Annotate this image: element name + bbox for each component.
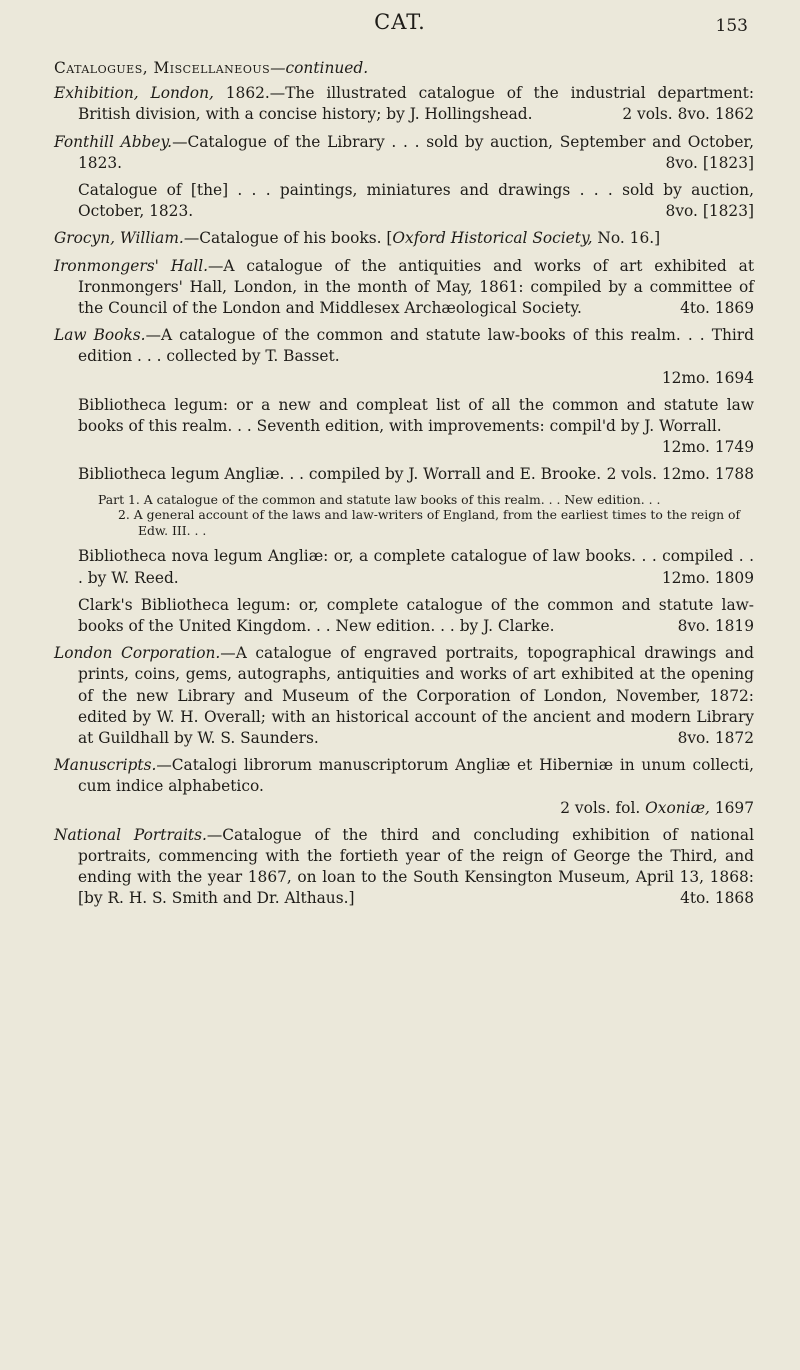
entry-text: —Catalogue of the Library . . . sold by auction, September and October, 1823. [78,132,754,172]
entry-text: —A catalogue of the antiquities and works of art exhibited at Ironmongers' Hall, London, in the month of May, 1861: compiled by a committee of the Council of the London and Middlesex Archæological Society. [78,256,754,318]
entry-heading: Manuscripts. [54,756,157,775]
section-heading [54,58,754,79]
entry-heading: London Corporation. [54,644,221,663]
entry-imprint: 4to. 1868 [680,889,754,908]
entry-place: Oxoniæ, [645,798,710,817]
entry-series-number: No. 16.] [592,229,661,248]
entry-grocyn [54,228,754,249]
entry-heading: Law Books. [54,326,146,345]
running-head [0,10,800,44]
entry-bibliotheca-nova [54,546,754,588]
entry-imprint: 2 vols. fol. [560,798,641,817]
entry-imprint: 8vo. [1823] [665,153,754,172]
entry-text: Catalogue of [the] . . . paintings, miniatures and drawings . . . sold by auction, October, 1823. [78,181,754,221]
entry-text: —A catalogue of the common and statute law-books of this realm. . . Third edition . . . collected by T. Basset. [78,326,754,366]
entry-imprint: 8vo. 1872 [677,729,754,748]
entry-text: —Catalogi librorum manuscriptorum Angliæ et Hiberniæ in unum collecti, cum indice alphabetico. [78,756,754,796]
entry-clarks-bibliotheca [54,595,754,637]
entry-imprint: 8vo. [1823] [665,202,754,221]
entry-text: —A catalogue of engraved portraits, topographical drawings and prints, coins, gems, autographs, antiquities and works of art exhibited at the opening of the new Library and Museum of the Corporation of London, November, 1872: edited by W. H. Overall; with an historical account of the ancient and modern Library at Guildhall by W. S. Saunders. [78,644,754,748]
entry-imprint: 2 vols. 8vo. 1862 [622,105,754,124]
entry-series: Oxford Historical Society, [392,229,593,248]
entry-heading: Exhibition, London, [54,84,214,103]
entry-national-portraits [54,825,754,910]
entry-heading: Ironmongers' Hall. [54,256,209,275]
entry-imprint: 12mo. 1809 [661,568,754,587]
entry-imprint: 8vo. 1819 [677,617,754,636]
entry-text: 1862.—The illustrated catalogue of the industrial department: British division, with a concise history; by J. Hollingshead. [78,84,754,124]
entry-fonthill-library [54,132,754,174]
contents-note: Part 1. A catalogue of the common and statute law books of this realm. . . New edition. . . [98,491,661,507]
entry-london-corporation [54,643,754,749]
section-title: Catalogues, Miscellaneous [54,59,271,77]
entry-exhibition [54,83,754,125]
entry-text: —Catalogue of the third and concluding exhibition of national portraits, commencing with the fortieth year of the reign of George the Third, and ending with the year 1867, on loan to the South Kensington Museum, April 13, 1868: [by R. H. S. Smith and Dr. Althaus.] [78,825,754,908]
entry-text: Bibliotheca legum Angliæ. . . compiled by J. Worrall and E. Brooke. [78,465,602,484]
entry-heading: Fonthill Abbey. [54,132,173,151]
contents-notes [54,492,754,539]
entry-year: 1697 [709,798,754,817]
entry-heading: Grocyn, William. [54,229,184,248]
page-number: 153 [715,16,748,36]
entry-fonthill-paintings [54,180,754,222]
entry-imprint: 12mo. 1694 [661,368,754,387]
section-continued: —continued. [270,59,369,77]
entry-bibliotheca-legum [54,395,754,459]
entry-text: Bibliotheca nova legum Angliæ: or, a complete catalogue of law books. . . compiled . . . by W. Reed. [78,547,754,587]
page-content [54,58,754,916]
entry-bibliotheca-legum-angliae [54,464,754,485]
entry-text: Clark's Bibliotheca legum: or, complete catalogue of the common and statute law-books of the United Kingdom. . . New edition. . . by J. Clarke. [78,595,754,636]
entry-text: —Catalogue of his books. [ [183,229,393,248]
entry-imprint: 12mo. 1749 [661,438,754,457]
contents-note: 2. A general account of the laws and law-writers of England, from the earliest times to the reign of Edw. III. . . [118,507,741,538]
entry-manuscripts [54,755,754,819]
entry-heading: National Portraits. [54,825,207,844]
entry-imprint: 2 vols. 12mo. 1788 [606,465,754,484]
entry-text: Bibliotheca legum: or a new and compleat list of all the common and statute law books of this realm. . . Seventh edition, with improvements: compil'd by J. Worrall. [78,395,754,436]
entry-imprint-line [78,798,754,819]
entry-ironmongers [54,256,754,320]
entry-imprint: 4to. 1869 [680,299,754,318]
entry-law-books [54,325,754,389]
running-title: CAT. [374,10,426,34]
